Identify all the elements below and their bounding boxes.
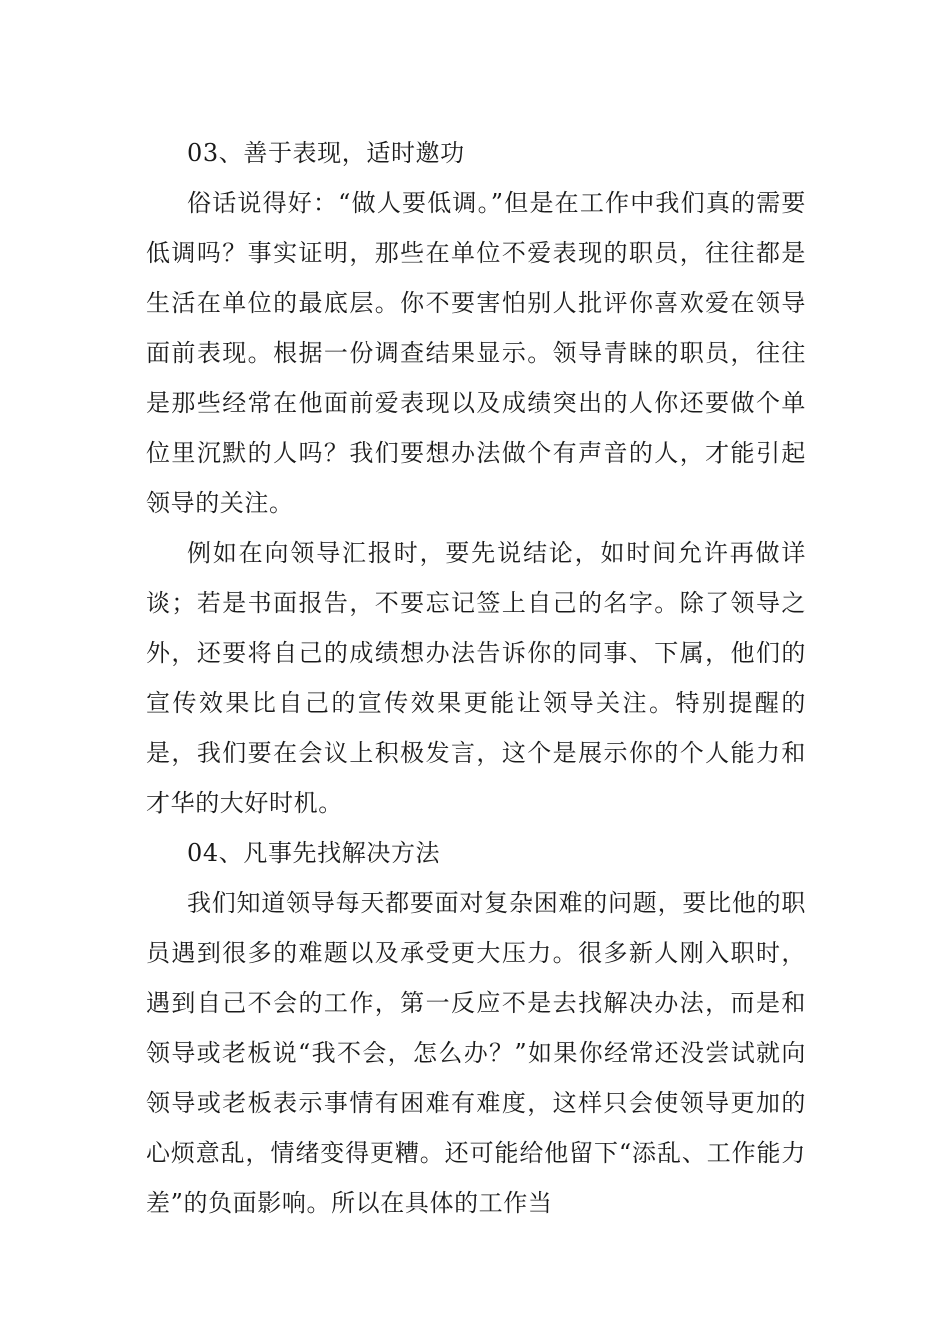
paragraph: 例如在向领导汇报时，要先说结论，如时间允许再做详谈；若是书面报告，不要忘记签上自己的名字。除了领导之外，还要将自己的成绩想办法告诉你的同事、下属，他们的宣传效果比自己的宣传效果更能让领导关注。特别提醒的是，我们要在会议上积极发言，这个是展示你的个人能力和才华的大好时机。: [146, 539, 806, 817]
document-body: [146, 128, 806, 1228]
paragraph: 俗话说得好：“做人要低调。”但是在工作中我们真的需要低调吗？事实证明，那些在单位不爱表现的职员，往往都是生活在单位的最底层。你不要害怕别人批评你喜欢爱在领导面前表现。根据一份调查结果显示。领导青睐的职员，往往是那些经常在他面前爱表现以及成绩突出的人你还要做个单位里沉默的人吗？我们要想办法做个有声音的人，才能引起领导的关注。: [146, 189, 806, 517]
section-heading-03: 03、善于表现，适时邀功: [187, 139, 465, 167]
section-heading-04: 04、凡事先找解决方法: [187, 839, 441, 867]
paragraph: 我们知道领导每天都要面对复杂困难的问题，要比他的职员遇到很多的难题以及承受更大压力。很多新人刚入职时，遇到自己不会的工作，第一反应不是去找解决办法，而是和领导或老板说“我不会，怎么办？”如果你经常还没尝试就向领导或老板表示事情有困难有难度，这样只会使领导更加的心烦意乱，情绪变得更糟。还可能给他留下“添乱、工作能力差”的负面影响。所以在具体的工作当: [146, 889, 806, 1217]
